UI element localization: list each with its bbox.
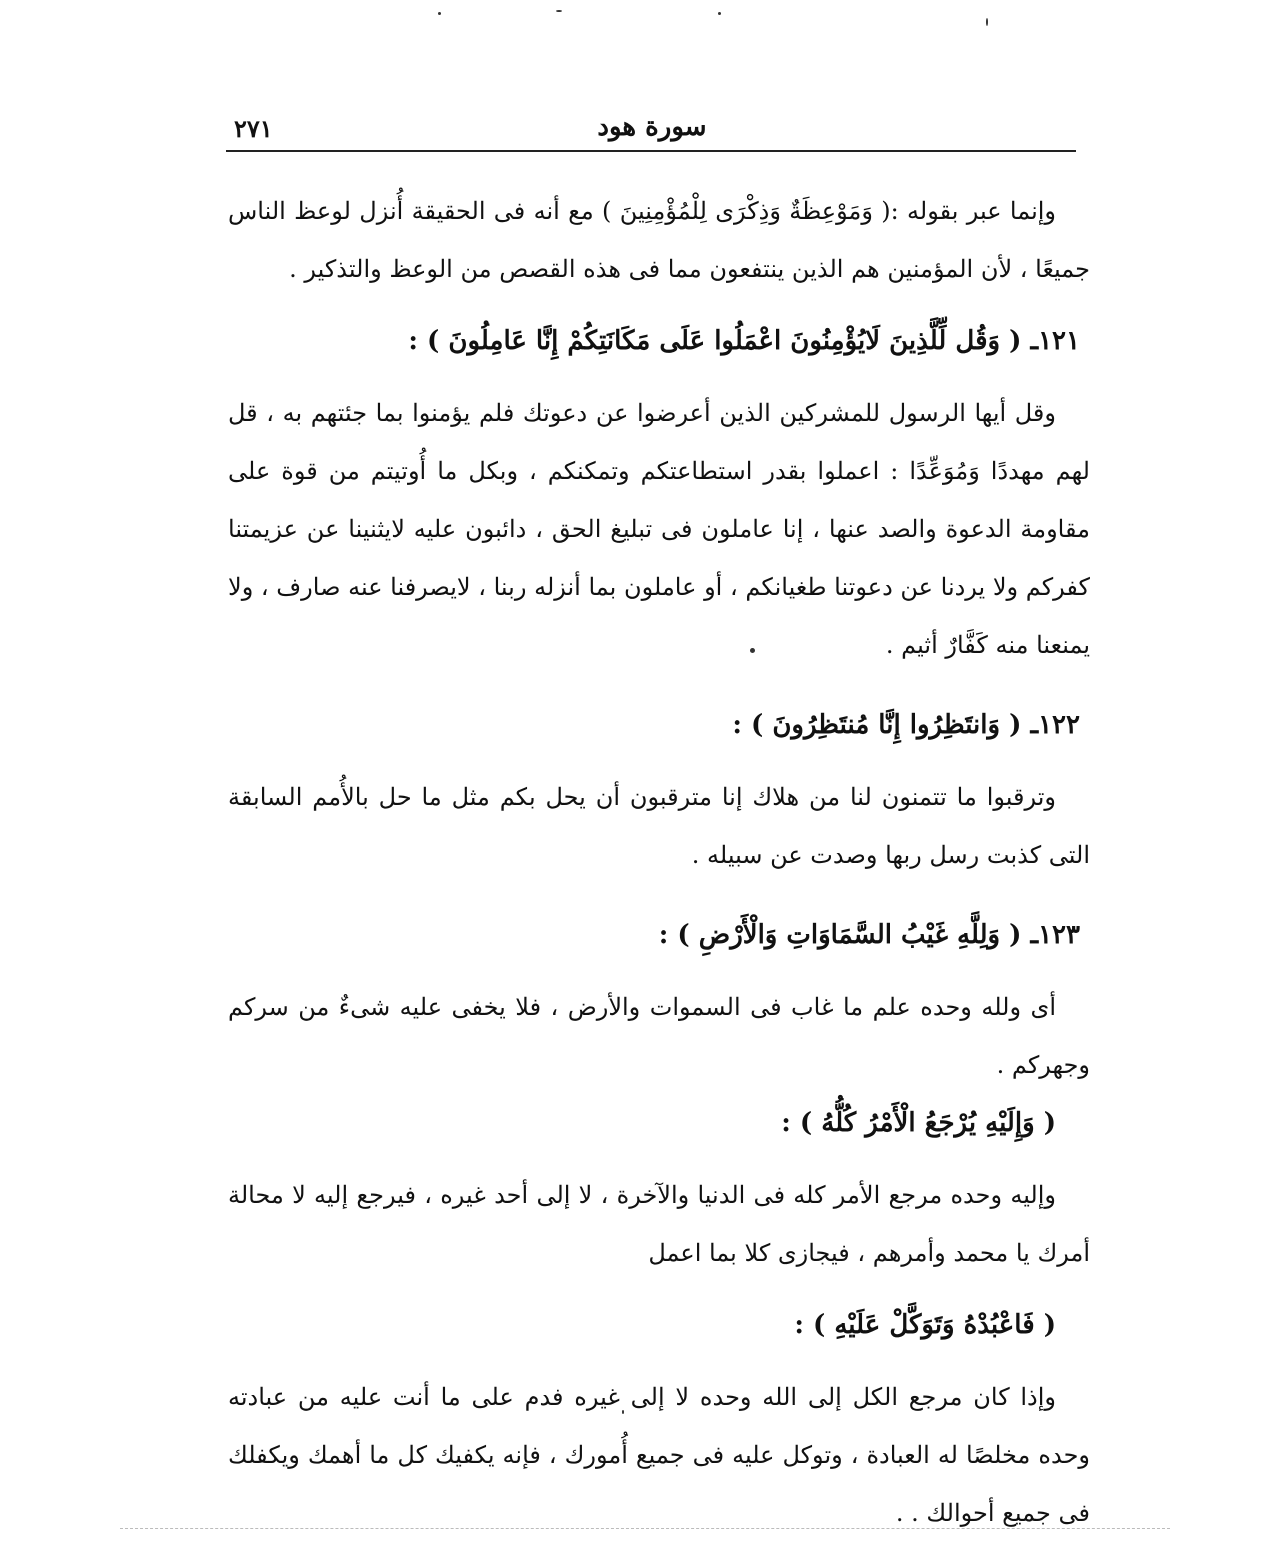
scan-speck	[718, 12, 721, 15]
scan-speck	[438, 12, 441, 15]
page-number: ٢٧١	[234, 114, 273, 143]
verse-subheading: ( وَإِلَيْهِ يُرْجَعُ الْأَمْرُ كُلُّهُ ) :	[781, 1108, 1056, 1138]
commentary-paragraph: وإنما عبر بقوله :( وَمَوْعِظَةٌ وَذِكْرَى لِلْمُؤْمِنِينَ ) مع أنه فى الحقيقة أُنزل لوعظ الناس جميعًا ، لأن المؤمنين هم الذين ينتفعون مما فى هذه القصص من الوعظ والتذكير .	[228, 197, 1090, 283]
scan-bottom-edge	[120, 1528, 1170, 1530]
commentary-paragraph: أى ولله وحده علم ما غاب فى السموات والأرض ، فلا يخفى عليه شىءٌ من سركم وجهركم .	[228, 993, 1090, 1079]
page-body	[228, 182, 1090, 1542]
commentary-paragraph: وإليه وحده مرجع الأمر كله فى الدنيا والآخرة ، لا إلى أحد غيره ، فيرجع إليه لا محالة أمرك يا محمد وأمرهم ، فيجازى كلا بما اعمل	[228, 1181, 1090, 1267]
verse-subheading: ( فَاعْبُدْهُ وَتَوَكَّلْ عَلَيْهِ ) :	[794, 1310, 1056, 1340]
header-divider	[226, 150, 1076, 152]
verse-heading-122: ١٢٢ـ ( وَانتَظِرُوا إِنَّا مُنتَظِرُونَ ) :	[732, 710, 1080, 740]
scan-speck	[986, 18, 988, 26]
commentary-paragraph: وقل أيها الرسول للمشركين الذين أعرضوا عن دعوتك فلم يؤمنوا بما جئتهم به ، قل لهم مهددًا وَمُوَعِّدًا : اعملوا بقدر استطاعتكم وتمكنكم ، وبكل ما أُوتيتم من قوة على مقاومة الدعوة والصد عنها ، إنا عاملون فى تبليغ الحق ، دائبون عليه لايثنينا عن عزيمتنا كفركم ولا يردنا عن دعوتنا طغيانكم ، أو عاملون بما أنزله ربنا ، لايصرفنا عنه صارف ، ولا يمنعنا منه كَفَّارٌ أثيم .	[228, 399, 1090, 659]
verse-heading-123: ١٢٣ـ ( وَلِلَّهِ غَيْبُ السَّمَاوَاتِ وَالْأَرْضِ ) :	[658, 920, 1080, 950]
surah-title: سورة هود	[597, 112, 707, 142]
scan-speck	[556, 10, 562, 12]
page-header	[226, 112, 1078, 152]
verse-heading-121: ١٢١ـ ( وَقُل لِّلَّذِينَ لَايُؤْمِنُونَ اعْمَلُوا عَلَى مَكَانَتِكُمْ إِنَّا عَامِلُونَ ) :	[408, 326, 1080, 356]
commentary-paragraph: وترقبوا ما تتمنون لنا من هلاك إنا مترقبون أن يحل بكم مثل ما حل بالأُمم السابقة التى كذبت رسل ربها وصدت عن سبيله .	[228, 783, 1090, 869]
commentary-paragraph: وإذا كان مرجع الكل إلى الله وحده لا إلى غيره فدم على ما أنت عليه من عبادته وحده مخلصًا له العبادة ، وتوكل عليه فى جميع أُمورك ، فإنه يكفيك كل ما أهمك ويكفلك فى جميع أحوالك . .	[228, 1383, 1090, 1527]
